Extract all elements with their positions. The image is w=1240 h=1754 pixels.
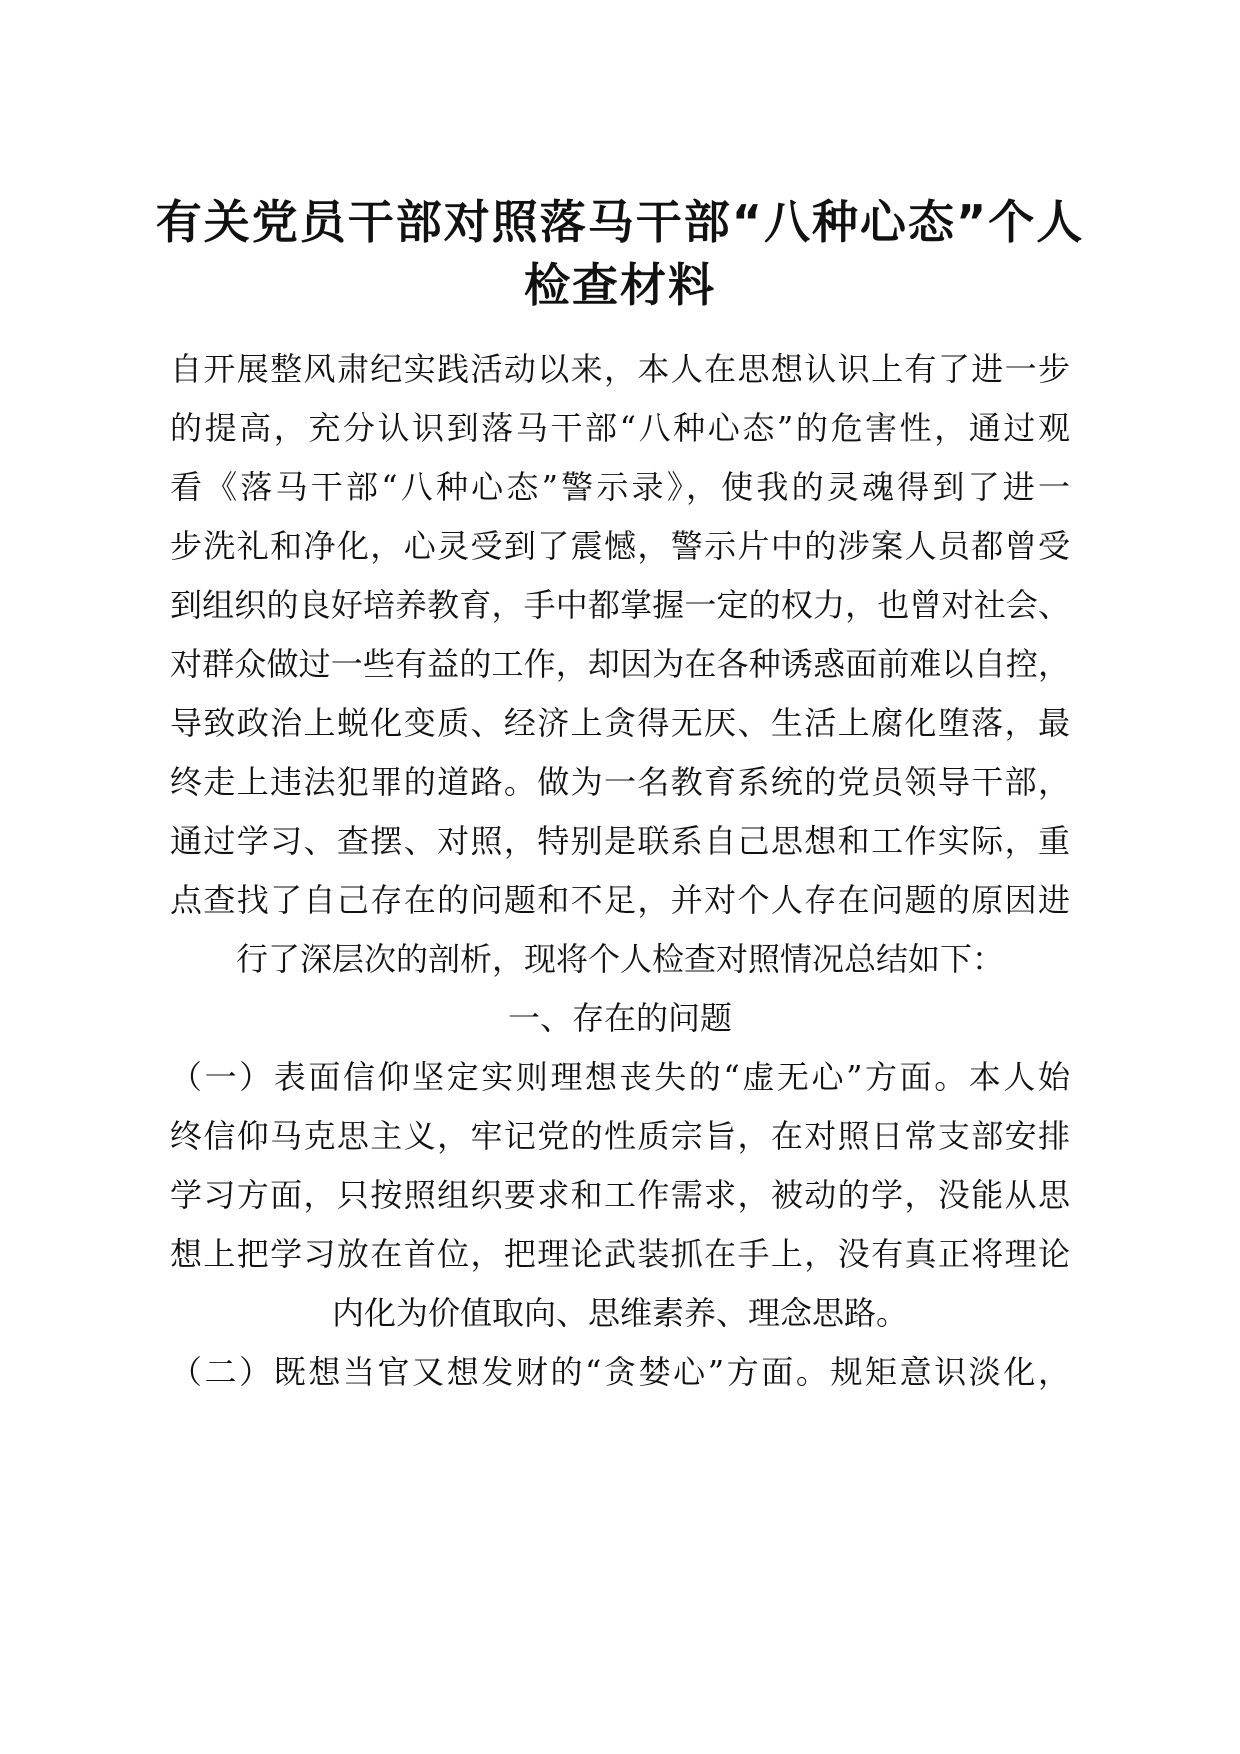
section-heading: 一、存在的问题 [507, 999, 732, 1037]
item1-line: 终信仰马克思主义，牢记党的性质宗旨，在对照日常支部安排 [170, 1117, 1070, 1155]
document-title-line-2: 检查材料 [524, 258, 716, 312]
item1-line: 想上把学习放在首位，把理论武装抓在手上，没有真正将理论 [170, 1235, 1070, 1273]
intro-line: 对群众做过一些有益的工作，却因为在各种诱惑面前难以自控， [170, 645, 1070, 683]
item2-line: （二）既想当官又想发财的“贪婪心”方面。规矩意识淡化， [170, 1353, 1070, 1391]
intro-line: 终走上违法犯罪的道路。做为一名教育系统的党员领导干部， [170, 763, 1070, 801]
intro-line: 的提高，充分认识到落马干部“八种心态”的危害性，通过观 [170, 409, 1070, 447]
intro-line: 看《落马干部“八种心态”警示录》，使我的灵魂得到了进一 [170, 468, 1070, 506]
item1-line-last: 内化为价值取向、思维素养、理念思路。 [331, 1294, 908, 1332]
intro-line: 导致政治上蜕化变质、经济上贪得无厌、生活上腐化堕落，最 [170, 704, 1070, 742]
intro-line: 自开展整风肃纪实践活动以来，本人在思想认识上有了进一步 [170, 350, 1070, 388]
item1-line: 学习方面，只按照组织要求和工作需求，被动的学，没能从思 [170, 1176, 1070, 1214]
intro-line-last: 行了深层次的剖析，现将个人检查对照情况总结如下： [235, 940, 1004, 978]
intro-line: 步洗礼和净化，心灵受到了震憾，警示片中的涉案人员都曾受 [170, 527, 1070, 565]
document-title-line-1: 有关党员干部对照落马干部“八种心态”个人 [155, 195, 1085, 249]
intro-line: 到组织的良好培养教育，手中都掌握一定的权力，也曾对社会、 [170, 586, 1070, 624]
intro-line: 通过学习、查摆、对照，特别是联系自己思想和工作实际，重 [170, 822, 1070, 860]
item1-line: （一）表面信仰坚定实则理想丧失的“虚无心”方面。本人始 [170, 1058, 1070, 1096]
intro-line: 点查找了自己存在的问题和不足，并对个人存在问题的原因进 [170, 881, 1070, 919]
